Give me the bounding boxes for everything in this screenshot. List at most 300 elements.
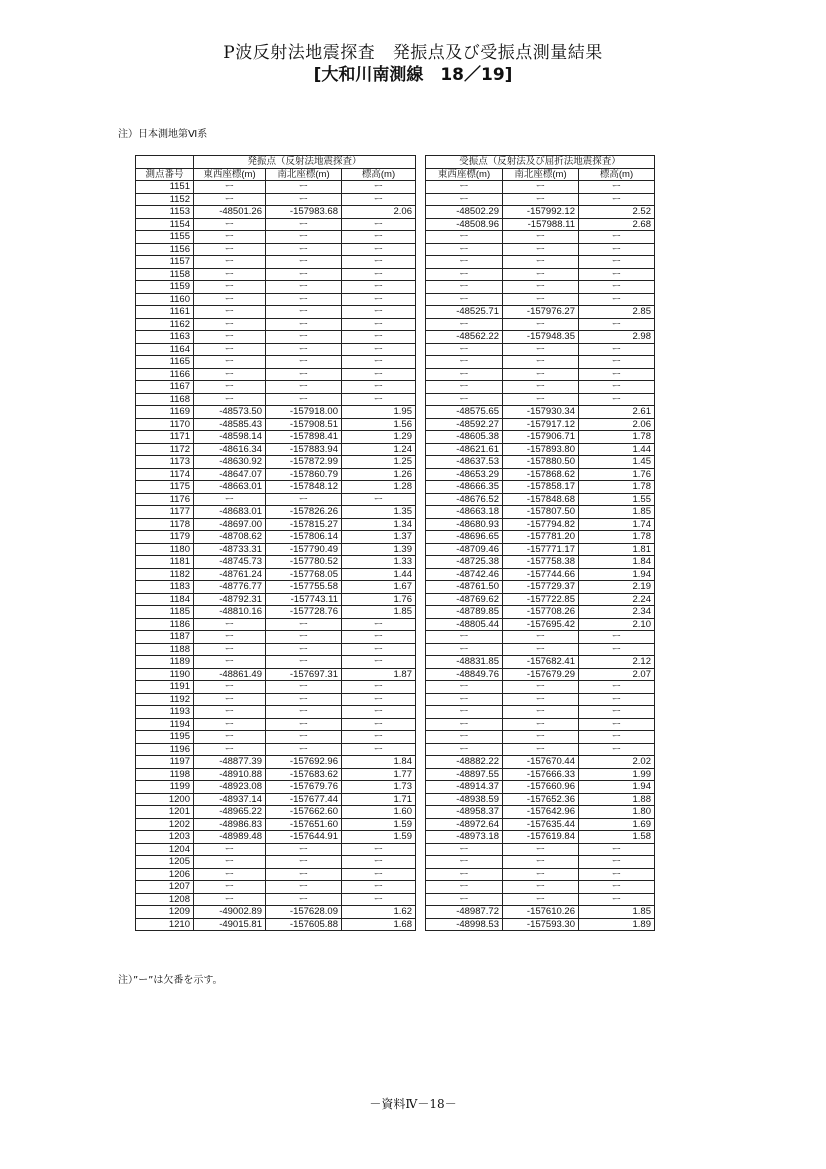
receiver-north-cell: -157948.35 (503, 331, 579, 344)
point-number-cell: 1192 (136, 693, 194, 706)
source-east-cell: ー (194, 218, 266, 231)
receiver-east-cell: ー (426, 181, 503, 194)
column-gap (416, 481, 426, 494)
receiver-elev-header: 標高(m) (579, 168, 655, 181)
receiver-north-cell: ー (503, 243, 579, 256)
table-row (136, 543, 655, 556)
header-blank-cell (136, 156, 194, 169)
column-gap (416, 856, 426, 869)
receiver-east-cell: -48831.85 (426, 656, 503, 669)
source-north-cell: -157728.76 (266, 606, 342, 619)
source-elev-cell: 1.29 (342, 431, 416, 444)
source-east-cell: -48501.26 (194, 206, 266, 219)
receiver-elev-cell: 2.10 (579, 618, 655, 631)
column-gap (416, 656, 426, 669)
table-row (136, 418, 655, 431)
receiver-east-header: 東西座標(m) (426, 168, 503, 181)
point-number-cell: 1178 (136, 518, 194, 531)
source-north-cell: ー (266, 881, 342, 894)
source-east-cell: ー (194, 856, 266, 869)
source-east-cell: ー (194, 681, 266, 694)
receiver-elev-cell: 1.74 (579, 518, 655, 531)
receiver-north-cell: ー (503, 356, 579, 369)
receiver-east-cell: -48973.18 (426, 831, 503, 844)
receiver-elev-cell: ー (579, 731, 655, 744)
receiver-east-cell: -48987.72 (426, 906, 503, 919)
source-elev-cell: 1.35 (342, 506, 416, 519)
point-number-cell: 1180 (136, 543, 194, 556)
source-north-cell: -157918.00 (266, 406, 342, 419)
point-number-cell: 1210 (136, 918, 194, 931)
receiver-elev-cell: ー (579, 343, 655, 356)
source-north-cell: ー (266, 356, 342, 369)
receiver-elev-cell: 2.19 (579, 581, 655, 594)
source-north-cell: ー (266, 718, 342, 731)
receiver-north-cell: -157917.12 (503, 418, 579, 431)
source-east-cell: ー (194, 393, 266, 406)
column-gap (416, 243, 426, 256)
source-elev-cell: 1.73 (342, 781, 416, 794)
receiver-north-cell: ー (503, 381, 579, 394)
table-row (136, 393, 655, 406)
receiver-east-cell: -48769.62 (426, 593, 503, 606)
source-east-cell: -48663.01 (194, 481, 266, 494)
source-east-cell: -48810.16 (194, 606, 266, 619)
receiver-north-cell: -157652.36 (503, 793, 579, 806)
source-north-cell: ー (266, 268, 342, 281)
source-elev-cell: 1.84 (342, 756, 416, 769)
receiver-elev-cell: ー (579, 881, 655, 894)
source-east-cell: ー (194, 281, 266, 294)
table-row (136, 531, 655, 544)
receiver-elev-cell: 1.45 (579, 456, 655, 469)
receiver-elev-cell: 1.58 (579, 831, 655, 844)
source-east-cell: -49015.81 (194, 918, 266, 931)
point-number-cell: 1158 (136, 268, 194, 281)
receiver-east-cell: ー (426, 681, 503, 694)
column-gap (416, 606, 426, 619)
source-east-cell: -48861.49 (194, 668, 266, 681)
receiver-east-cell: ー (426, 293, 503, 306)
source-elev-cell: ー (342, 731, 416, 744)
source-elev-cell: 1.95 (342, 406, 416, 419)
table-row (136, 431, 655, 444)
table-row (136, 581, 655, 594)
receiver-east-cell: ー (426, 318, 503, 331)
point-number-cell: 1166 (136, 368, 194, 381)
column-gap (416, 868, 426, 881)
source-elev-cell: ー (342, 306, 416, 319)
column-gap (416, 493, 426, 506)
column-gap (416, 556, 426, 569)
table-row (136, 206, 655, 219)
column-gap (416, 781, 426, 794)
receiver-east-cell: -48972.64 (426, 818, 503, 831)
source-elev-cell: 1.67 (342, 581, 416, 594)
point-number-cell: 1208 (136, 893, 194, 906)
receiver-east-cell: -48525.71 (426, 306, 503, 319)
table-column-header-row (136, 168, 655, 181)
receiver-east-cell: -48761.50 (426, 581, 503, 594)
column-gap (416, 831, 426, 844)
source-east-cell: -48585.43 (194, 418, 266, 431)
receiver-east-cell: ー (426, 868, 503, 881)
receiver-elev-cell: ー (579, 893, 655, 906)
point-number-cell: 1185 (136, 606, 194, 619)
receiver-elev-cell: ー (579, 181, 655, 194)
table-row (136, 731, 655, 744)
receiver-east-cell: -48637.53 (426, 456, 503, 469)
source-north-cell: ー (266, 256, 342, 269)
survey-results-table (135, 155, 655, 931)
receiver-north-cell: -157976.27 (503, 306, 579, 319)
receiver-north-cell: -157906.71 (503, 431, 579, 444)
point-number-cell: 1187 (136, 631, 194, 644)
receiver-east-cell: ー (426, 693, 503, 706)
receiver-east-cell: -48805.44 (426, 618, 503, 631)
receiver-elev-cell: 1.78 (579, 481, 655, 494)
table-row (136, 881, 655, 894)
point-number-cell: 1159 (136, 281, 194, 294)
table-row (136, 281, 655, 294)
table-row (136, 468, 655, 481)
receiver-elev-cell: 2.02 (579, 756, 655, 769)
receiver-elev-cell: 2.34 (579, 606, 655, 619)
column-gap (416, 706, 426, 719)
source-elev-cell: 1.37 (342, 531, 416, 544)
column-gap (416, 906, 426, 919)
source-east-cell: -48630.92 (194, 456, 266, 469)
source-north-cell: -157677.44 (266, 793, 342, 806)
source-north-cell: -157692.96 (266, 756, 342, 769)
receiver-elev-cell: 1.85 (579, 506, 655, 519)
column-gap (416, 393, 426, 406)
receiver-north-cell: ー (503, 343, 579, 356)
source-elev-cell: ー (342, 843, 416, 856)
receiver-north-cell: -157744.66 (503, 568, 579, 581)
table-row (136, 643, 655, 656)
source-north-cell: ー (266, 318, 342, 331)
table-row (136, 293, 655, 306)
source-elev-cell: ー (342, 681, 416, 694)
source-north-cell: ー (266, 868, 342, 881)
source-elev-header: 標高(m) (342, 168, 416, 181)
receiver-elev-cell: 1.55 (579, 493, 655, 506)
receiver-east-cell: ー (426, 881, 503, 894)
receiver-elev-cell: 1.94 (579, 781, 655, 794)
table-row (136, 756, 655, 769)
point-number-cell: 1197 (136, 756, 194, 769)
source-north-cell: ー (266, 856, 342, 869)
source-east-cell: -48616.34 (194, 443, 266, 456)
receiver-elev-cell: 1.44 (579, 443, 655, 456)
source-elev-cell: 1.39 (342, 543, 416, 556)
source-east-cell: -48937.14 (194, 793, 266, 806)
receiver-north-cell: ー (503, 193, 579, 206)
receiver-north-cell: ー (503, 681, 579, 694)
table-row (136, 356, 655, 369)
source-north-cell: ー (266, 618, 342, 631)
point-number-cell: 1173 (136, 456, 194, 469)
column-gap (416, 193, 426, 206)
receiver-north-cell: ー (503, 368, 579, 381)
receiver-north-cell: ー (503, 631, 579, 644)
source-north-cell: ー (266, 493, 342, 506)
receiver-elev-cell: ー (579, 718, 655, 731)
table-row (136, 518, 655, 531)
receiver-east-cell: ー (426, 631, 503, 644)
source-north-cell: ー (266, 393, 342, 406)
receiver-north-cell: -157682.41 (503, 656, 579, 669)
source-east-cell: -48923.08 (194, 781, 266, 794)
source-east-cell: -48877.39 (194, 756, 266, 769)
receiver-east-cell: -48592.27 (426, 418, 503, 431)
receiver-north-cell: -157893.80 (503, 443, 579, 456)
source-north-cell: ー (266, 843, 342, 856)
table-row (136, 306, 655, 319)
receiver-elev-cell: ー (579, 356, 655, 369)
receiver-north-cell: -157992.12 (503, 206, 579, 219)
point-number-cell: 1188 (136, 643, 194, 656)
receiver-north-cell: -157858.17 (503, 481, 579, 494)
column-gap (416, 443, 426, 456)
source-east-cell: -48745.73 (194, 556, 266, 569)
receiver-east-cell: ー (426, 381, 503, 394)
source-north-cell: ー (266, 693, 342, 706)
point-number-cell: 1174 (136, 468, 194, 481)
table-row (136, 181, 655, 194)
receiver-east-cell: -48680.93 (426, 518, 503, 531)
source-north-cell: ー (266, 743, 342, 756)
source-north-cell: -157605.88 (266, 918, 342, 931)
receiver-east-cell: ー (426, 706, 503, 719)
table-row (136, 193, 655, 206)
receiver-elev-cell: ー (579, 243, 655, 256)
table-row (136, 318, 655, 331)
point-number-cell: 1164 (136, 343, 194, 356)
source-east-cell: -48708.62 (194, 531, 266, 544)
table-row (136, 243, 655, 256)
receiver-east-cell: ー (426, 843, 503, 856)
receiver-north-cell: ー (503, 718, 579, 731)
source-east-cell: ー (194, 331, 266, 344)
column-gap (416, 318, 426, 331)
receiver-north-cell: -157758.38 (503, 556, 579, 569)
table-row (136, 806, 655, 819)
receiver-north-cell: -157729.37 (503, 581, 579, 594)
source-north-cell: -157628.09 (266, 906, 342, 919)
source-elev-cell: 2.06 (342, 206, 416, 219)
table-row (136, 256, 655, 269)
source-east-header: 東西座標(m) (194, 168, 266, 181)
point-number-cell: 1169 (136, 406, 194, 419)
column-gap (416, 581, 426, 594)
table-group-header-row (136, 156, 655, 169)
column-gap (416, 631, 426, 644)
receiver-north-cell: -157642.96 (503, 806, 579, 819)
source-north-cell: -157860.79 (266, 468, 342, 481)
source-east-cell: ー (194, 181, 266, 194)
receiver-elev-cell: 2.68 (579, 218, 655, 231)
receiver-east-cell: ー (426, 256, 503, 269)
point-number-cell: 1172 (136, 443, 194, 456)
source-north-cell: ー (266, 656, 342, 669)
source-north-cell: -157815.27 (266, 518, 342, 531)
source-east-cell: ー (194, 256, 266, 269)
source-east-cell: ー (194, 693, 266, 706)
source-north-cell: ー (266, 331, 342, 344)
receiver-north-cell: -157848.68 (503, 493, 579, 506)
source-east-cell: ー (194, 743, 266, 756)
point-number-cell: 1209 (136, 906, 194, 919)
receiver-north-cell: ー (503, 693, 579, 706)
receiver-north-cell: ー (503, 181, 579, 194)
column-gap (416, 343, 426, 356)
source-elev-cell: 1.44 (342, 568, 416, 581)
receiver-east-cell: -48709.46 (426, 543, 503, 556)
receiver-east-cell: -48938.59 (426, 793, 503, 806)
receiver-east-cell: ー (426, 393, 503, 406)
receiver-east-cell: -48849.76 (426, 668, 503, 681)
point-number-cell: 1195 (136, 731, 194, 744)
receiver-east-cell: -48666.35 (426, 481, 503, 494)
source-elev-cell: ー (342, 218, 416, 231)
source-north-cell: ー (266, 306, 342, 319)
receiver-east-cell: -48663.18 (426, 506, 503, 519)
point-number-cell: 1153 (136, 206, 194, 219)
column-gap (416, 456, 426, 469)
source-elev-cell: ー (342, 281, 416, 294)
source-north-cell: -157644.91 (266, 831, 342, 844)
point-number-cell: 1170 (136, 418, 194, 431)
table-row (136, 656, 655, 669)
table-row (136, 768, 655, 781)
column-gap (416, 506, 426, 519)
point-number-cell: 1152 (136, 193, 194, 206)
receiver-elev-cell: 1.78 (579, 531, 655, 544)
column-gap (416, 431, 426, 444)
receiver-east-cell: -48676.52 (426, 493, 503, 506)
table-row (136, 606, 655, 619)
receiver-elev-cell: ー (579, 706, 655, 719)
point-number-cell: 1190 (136, 668, 194, 681)
receiver-north-cell: ー (503, 706, 579, 719)
receiver-elev-cell: 1.80 (579, 806, 655, 819)
table-row (136, 493, 655, 506)
table-row (136, 268, 655, 281)
source-east-cell: ー (194, 656, 266, 669)
column-gap (416, 681, 426, 694)
receiver-elev-cell: ー (579, 643, 655, 656)
receiver-north-cell: ー (503, 731, 579, 744)
column-gap (416, 331, 426, 344)
table-row (136, 618, 655, 631)
source-east-cell: -48965.22 (194, 806, 266, 819)
column-gap (416, 268, 426, 281)
source-elev-cell: 1.34 (342, 518, 416, 531)
source-east-cell: ー (194, 343, 266, 356)
table-row (136, 331, 655, 344)
source-north-cell: -157697.31 (266, 668, 342, 681)
source-north-cell: -157662.60 (266, 806, 342, 819)
column-gap (416, 718, 426, 731)
receiver-east-cell: ー (426, 743, 503, 756)
receiver-east-cell: -48742.46 (426, 568, 503, 581)
page-number: －資料Ⅳ－18－ (369, 1097, 457, 1111)
column-gap (416, 531, 426, 544)
column-gap (416, 731, 426, 744)
receiver-north-cell: -157807.50 (503, 506, 579, 519)
receiver-east-cell: ー (426, 193, 503, 206)
receiver-elev-cell: ー (579, 743, 655, 756)
receiver-north-cell: ー (503, 856, 579, 869)
column-gap (416, 406, 426, 419)
receiver-elev-cell: ー (579, 293, 655, 306)
column-gap (416, 381, 426, 394)
receiver-elev-cell: 1.81 (579, 543, 655, 556)
receiver-elev-cell: ー (579, 268, 655, 281)
receiver-north-cell: -157679.29 (503, 668, 579, 681)
table-row (136, 231, 655, 244)
source-east-cell: ー (194, 618, 266, 631)
table-row (136, 893, 655, 906)
receiver-north-cell: -157593.30 (503, 918, 579, 931)
column-gap (416, 793, 426, 806)
receiver-north-cell: -157988.11 (503, 218, 579, 231)
source-east-cell: ー (194, 643, 266, 656)
source-east-cell: ー (194, 293, 266, 306)
source-elev-cell: 1.28 (342, 481, 416, 494)
point-number-cell: 1165 (136, 356, 194, 369)
point-number-cell: 1161 (136, 306, 194, 319)
table-row (136, 706, 655, 719)
missing-value-footnote: 注）”ー”は欠番を示す。 (118, 975, 223, 986)
source-east-cell: ー (194, 306, 266, 319)
receiver-north-cell: ー (503, 256, 579, 269)
source-elev-cell: 1.59 (342, 831, 416, 844)
receiver-elev-cell: 1.99 (579, 768, 655, 781)
receiver-elev-cell: 1.76 (579, 468, 655, 481)
receiver-elev-cell: ー (579, 318, 655, 331)
receiver-elev-cell: 1.84 (579, 556, 655, 569)
receiver-east-cell: ー (426, 268, 503, 281)
point-number-cell: 1198 (136, 768, 194, 781)
receiver-elev-cell: 2.61 (579, 406, 655, 419)
source-elev-cell: ー (342, 331, 416, 344)
column-gap (416, 231, 426, 244)
point-number-cell: 1196 (136, 743, 194, 756)
table-row (136, 443, 655, 456)
point-number-cell: 1206 (136, 868, 194, 881)
source-east-cell: -48733.31 (194, 543, 266, 556)
column-gap (416, 518, 426, 531)
table-row (136, 718, 655, 731)
receiver-east-cell: -48508.96 (426, 218, 503, 231)
table-row (136, 556, 655, 569)
source-north-cell: ー (266, 893, 342, 906)
point-number-cell: 1168 (136, 393, 194, 406)
source-elev-cell: 1.60 (342, 806, 416, 819)
source-north-cell: -157743.11 (266, 593, 342, 606)
receiver-elev-cell: ー (579, 381, 655, 394)
receiver-east-cell: -48725.38 (426, 556, 503, 569)
source-elev-cell: 1.25 (342, 456, 416, 469)
receiver-elev-cell: 1.85 (579, 906, 655, 919)
table-row (136, 218, 655, 231)
source-east-cell: -48647.07 (194, 468, 266, 481)
receiver-east-cell: -48502.29 (426, 206, 503, 219)
source-north-cell: -157983.68 (266, 206, 342, 219)
